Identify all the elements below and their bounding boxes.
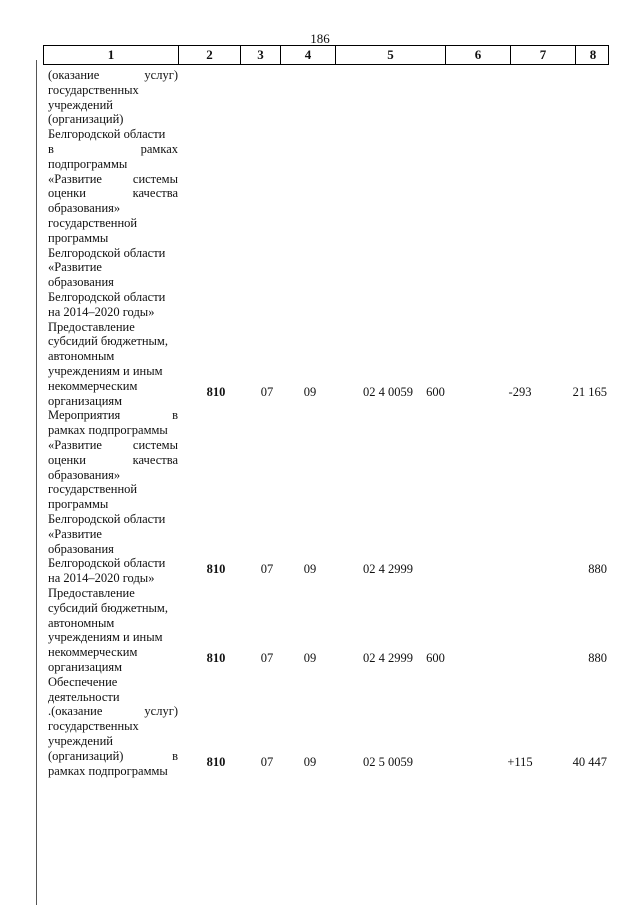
description-word: Обеспечение (48, 674, 118, 689)
description-word: системы (132, 171, 178, 186)
description-word: рамках (140, 141, 178, 156)
cell-col-5: 02 4 2999 (363, 562, 413, 577)
description-word: программы (48, 230, 109, 245)
description-word: деятельности (48, 689, 120, 704)
description-line (48, 675, 178, 690)
description-line (48, 453, 178, 468)
description-word: (организаций) (48, 112, 124, 127)
description-word: субсидий бюджетным, (48, 600, 168, 615)
description-line (48, 201, 178, 216)
description-word: Белгородской области (48, 556, 166, 571)
description-line (48, 112, 178, 127)
cell-col-2: 810 (206, 384, 226, 399)
description-line (48, 527, 178, 542)
description-word: образования» (48, 467, 121, 482)
description-line (48, 172, 178, 187)
description-line (48, 408, 178, 423)
description-line (48, 142, 178, 157)
cell-col-5: 02 5 0059 (363, 754, 413, 769)
description-line (48, 98, 178, 113)
description-word: в (172, 748, 178, 763)
description-line (48, 690, 178, 705)
cell-col-7: -293 (508, 384, 532, 399)
description-word: услуг) (144, 704, 178, 719)
table-row (43, 385, 609, 401)
description-line (48, 320, 178, 335)
description-word: рамках подпрограммы (48, 423, 168, 438)
description-line (48, 734, 178, 749)
header-col-5: 5 (336, 46, 446, 64)
description-word: Белгородской области (48, 245, 166, 260)
description-line (48, 349, 178, 364)
description-line (48, 275, 178, 290)
cell-col-7: +115 (507, 754, 533, 769)
description-line (48, 438, 178, 453)
description-word: государственных (48, 82, 139, 97)
description-line (48, 482, 178, 497)
description-word: образования» (48, 201, 121, 216)
header-col-7: 7 (511, 46, 576, 64)
description-word: Белгородской области (48, 127, 166, 142)
cell-col-6: 600 (426, 651, 445, 665)
description-word: Предоставление (48, 319, 135, 334)
description-word: государственных (48, 719, 139, 734)
description-word: услуг) (144, 68, 178, 82)
description-line (48, 83, 178, 98)
description-line (48, 127, 178, 142)
cell-col-4: 09 (303, 651, 317, 665)
description-word: образования (48, 541, 114, 556)
description-word: автономным (48, 349, 115, 364)
left-margin-line (36, 60, 37, 905)
description-line (48, 719, 178, 734)
description-word: «Развитие (48, 260, 102, 275)
description-word: учреждениям и иным (48, 363, 163, 378)
header-col-8: 8 (589, 47, 597, 62)
row-description (48, 408, 178, 586)
cell-col-5: 02 4 2999 (363, 651, 413, 665)
description-word: «Развитие (48, 437, 102, 452)
description-word: некоммерческим (48, 378, 138, 393)
description-word: на 2014–2020 годы» (48, 304, 155, 319)
cell-col-5: 02 4 0059 (363, 384, 413, 399)
description-line (48, 186, 178, 201)
description-word: (организаций) (48, 748, 124, 763)
cell-col-3: 07 (260, 562, 274, 577)
description-line (48, 512, 178, 527)
description-line (48, 334, 178, 349)
description-line (48, 260, 178, 275)
description-line (48, 305, 178, 320)
description-word: Предоставление (48, 586, 135, 600)
cell-col-3: 07 (260, 754, 274, 769)
description-word: организациям (48, 393, 123, 408)
description-line (48, 542, 178, 557)
description-word: системы (132, 437, 178, 452)
description-word: некоммерческим (48, 645, 138, 660)
table-header (43, 45, 609, 65)
description-word: организациям (48, 659, 123, 674)
description-word: (оказание (48, 68, 100, 82)
description-line (48, 364, 178, 379)
description-line (48, 290, 178, 305)
description-word: подпрограммы (48, 156, 128, 171)
header-col-1: 1 (44, 46, 179, 64)
description-line (48, 468, 178, 483)
description-line (48, 231, 178, 246)
cell-col-4: 09 (303, 384, 317, 399)
description-word: Белгородской области (48, 511, 166, 526)
description-word: программы (48, 497, 109, 512)
cell-col-8: 40 447 (572, 754, 607, 769)
description-line (48, 497, 178, 512)
description-word: качества (132, 452, 178, 467)
description-word: в (48, 141, 54, 156)
cell-col-2: 810 (206, 754, 226, 769)
description-word: образования (48, 275, 114, 290)
table-row (43, 755, 609, 771)
description-word: «Развитие (48, 171, 102, 186)
header-col-6: 6 (446, 46, 511, 64)
description-word: учреждений (48, 97, 113, 112)
description-word: учреждениям и иным (48, 630, 163, 645)
description-line (48, 704, 178, 719)
description-word: Белгородской области (48, 289, 166, 304)
header-col-2: 2 (179, 46, 241, 64)
cell-col-8: 880 (588, 651, 607, 665)
description-word: .(оказание (48, 704, 103, 719)
table-row (43, 562, 609, 578)
description-line (48, 601, 178, 616)
description-line (48, 157, 178, 172)
description-word: учреждений (48, 733, 113, 748)
cell-col-2: 810 (206, 651, 226, 665)
cell-col-4: 09 (303, 754, 317, 769)
row-description (48, 68, 178, 320)
description-word: оценки (48, 186, 86, 201)
cell-col-6: 600 (426, 384, 445, 399)
description-line (48, 246, 178, 261)
cell-col-2: 810 (206, 562, 226, 577)
description-line (48, 630, 178, 645)
description-word: на 2014–2020 годы» (48, 571, 155, 586)
description-word: государственной (48, 482, 138, 497)
header-col-3: 3 (241, 46, 281, 64)
description-line (48, 68, 178, 83)
cell-col-3: 07 (260, 651, 274, 665)
description-word: автономным (48, 615, 115, 630)
description-word: субсидий бюджетным, (48, 334, 168, 349)
description-word: оценки (48, 452, 86, 467)
description-word: в (172, 408, 178, 423)
description-line (48, 616, 178, 631)
description-word: «Развитие (48, 526, 102, 541)
page-number: 186 (310, 31, 330, 46)
cell-col-3: 07 (260, 384, 274, 399)
description-word: Мероприятия (48, 408, 121, 423)
description-line (48, 216, 178, 231)
description-word: рамках подпрограммы (48, 763, 168, 778)
description-word: государственной (48, 215, 138, 230)
header-col-4: 4 (281, 46, 336, 64)
cell-col-8: 21 165 (572, 384, 607, 399)
cell-col-4: 09 (303, 562, 317, 577)
description-word: качества (132, 186, 178, 201)
table-row (43, 651, 609, 667)
description-line (48, 423, 178, 438)
cell-col-8: 880 (588, 562, 607, 577)
description-line (48, 586, 178, 601)
